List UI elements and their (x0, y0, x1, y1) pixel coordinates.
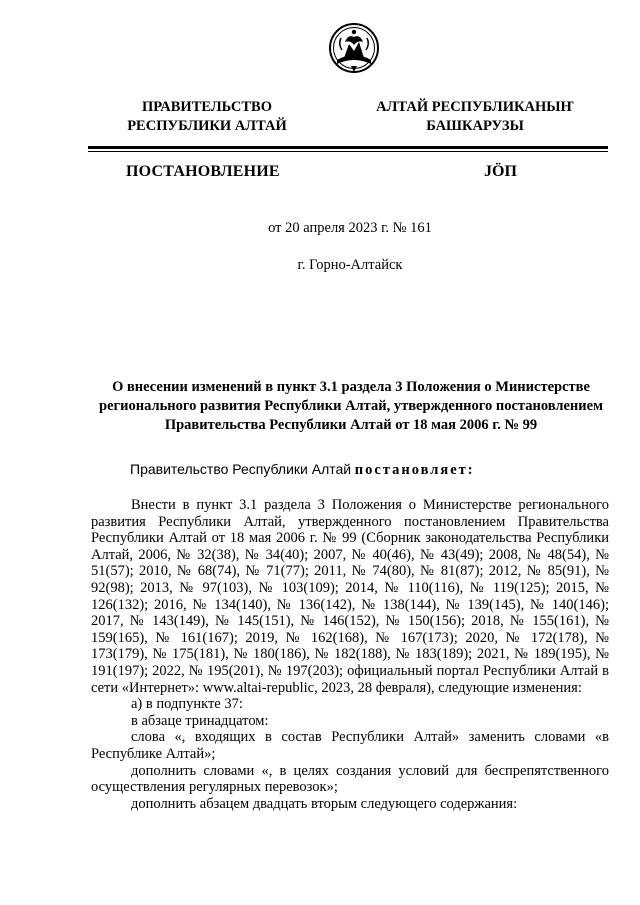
header-right-line-1: АЛТАЙ РЕСПУБЛИКАНЫҤ (376, 99, 574, 115)
body-item-add-words: дополнить словами «, в целях создания условий для беспрепятственного осуществления регулярных перевозок»; (91, 762, 609, 796)
body-item-a: а) в подпункте 37: (131, 696, 243, 713)
header-right-line-2: БАШКАРУЗЫ (426, 118, 524, 134)
decree-verb: постановляет: (354, 462, 475, 478)
body-item-replace-words: слова «, входящих в состав Республики Алтай» заменить словами «в Республике Алтай»; (91, 729, 609, 762)
government-decree-line (130, 461, 475, 479)
coat-of-arms-emblem-icon (328, 20, 380, 76)
doc-type-altai: JӦП (484, 163, 517, 180)
header-left-org (98, 98, 316, 136)
doc-type-russian: ПОСТАНОВЛЕНИЕ (126, 163, 280, 180)
header-right-org (370, 98, 580, 136)
header-left-line-2: РЕСПУБЛИКИ АЛТАЙ (127, 118, 287, 134)
header-divider-thick (88, 146, 608, 149)
body-item-paragraph-13: в абзаце тринадцатом: (131, 712, 269, 729)
document-city: г. Горно-Алтайск (297, 257, 403, 273)
body-item-add-paragraph: дополнить абзацем двадцать вторым следующего содержания: (131, 795, 518, 812)
body-paragraph-main: Внести в пункт 3.1 раздела 3 Положения о Министерстве регионального развития Республики Алтай, утвержденного постановлением Правительства Республики Алтай от 18 мая 2006 г. № 99 (Сборник законодательства Республики Алтай, 2006, № 32(38), № 34(40); 2007, № 40(46), № 43(49); 2008, № 48(54), № 51(57); 2010, № 68(74), № 71(77); 2011, № 74(80), № 81(87); 2012, № 85(91), № 92(98); 2013, № 97(103), № 103(109); 2014, № 110(116), № 119(125); 2015, № 126(132); 2016, № 134(140), № 136(142), № 138(144), № 139(145), № 140(146); 2017, № 143(149), № 145(151), № 146(152), № 150(156); 2018, № 155(161), № 159(165), № 161(167); 2019, № 162(168), № 167(173); 2020, № 172(178), № 173(179), № 175(181), № 180(186), № 182(188), № 183(189); 2021, № 189(195), № 191(197); 2022, № 195(201), № 197(203); официальный портал Республики Алтай в сети «Интернет»: www.altai-republic, 2023, 28 февраля), следующие изменения: (91, 497, 609, 696)
document-body (91, 497, 609, 812)
government-name: Правительство Республики Алтай (130, 461, 352, 477)
document-title: О внесении изменений в пункт 3.1 раздела 3 Положения о Министерстве регионального развития Республики Алтай, утвержденного постановлением Правительства Республики Алтай от 18 мая 2006 г. № 99 (99, 379, 603, 433)
document-date-number: от 20 апреля 2023 г. № 161 (268, 220, 432, 236)
header-divider-thin (88, 151, 608, 152)
header-left-line-1: ПРАВИТЕЛЬСТВО (142, 99, 272, 115)
